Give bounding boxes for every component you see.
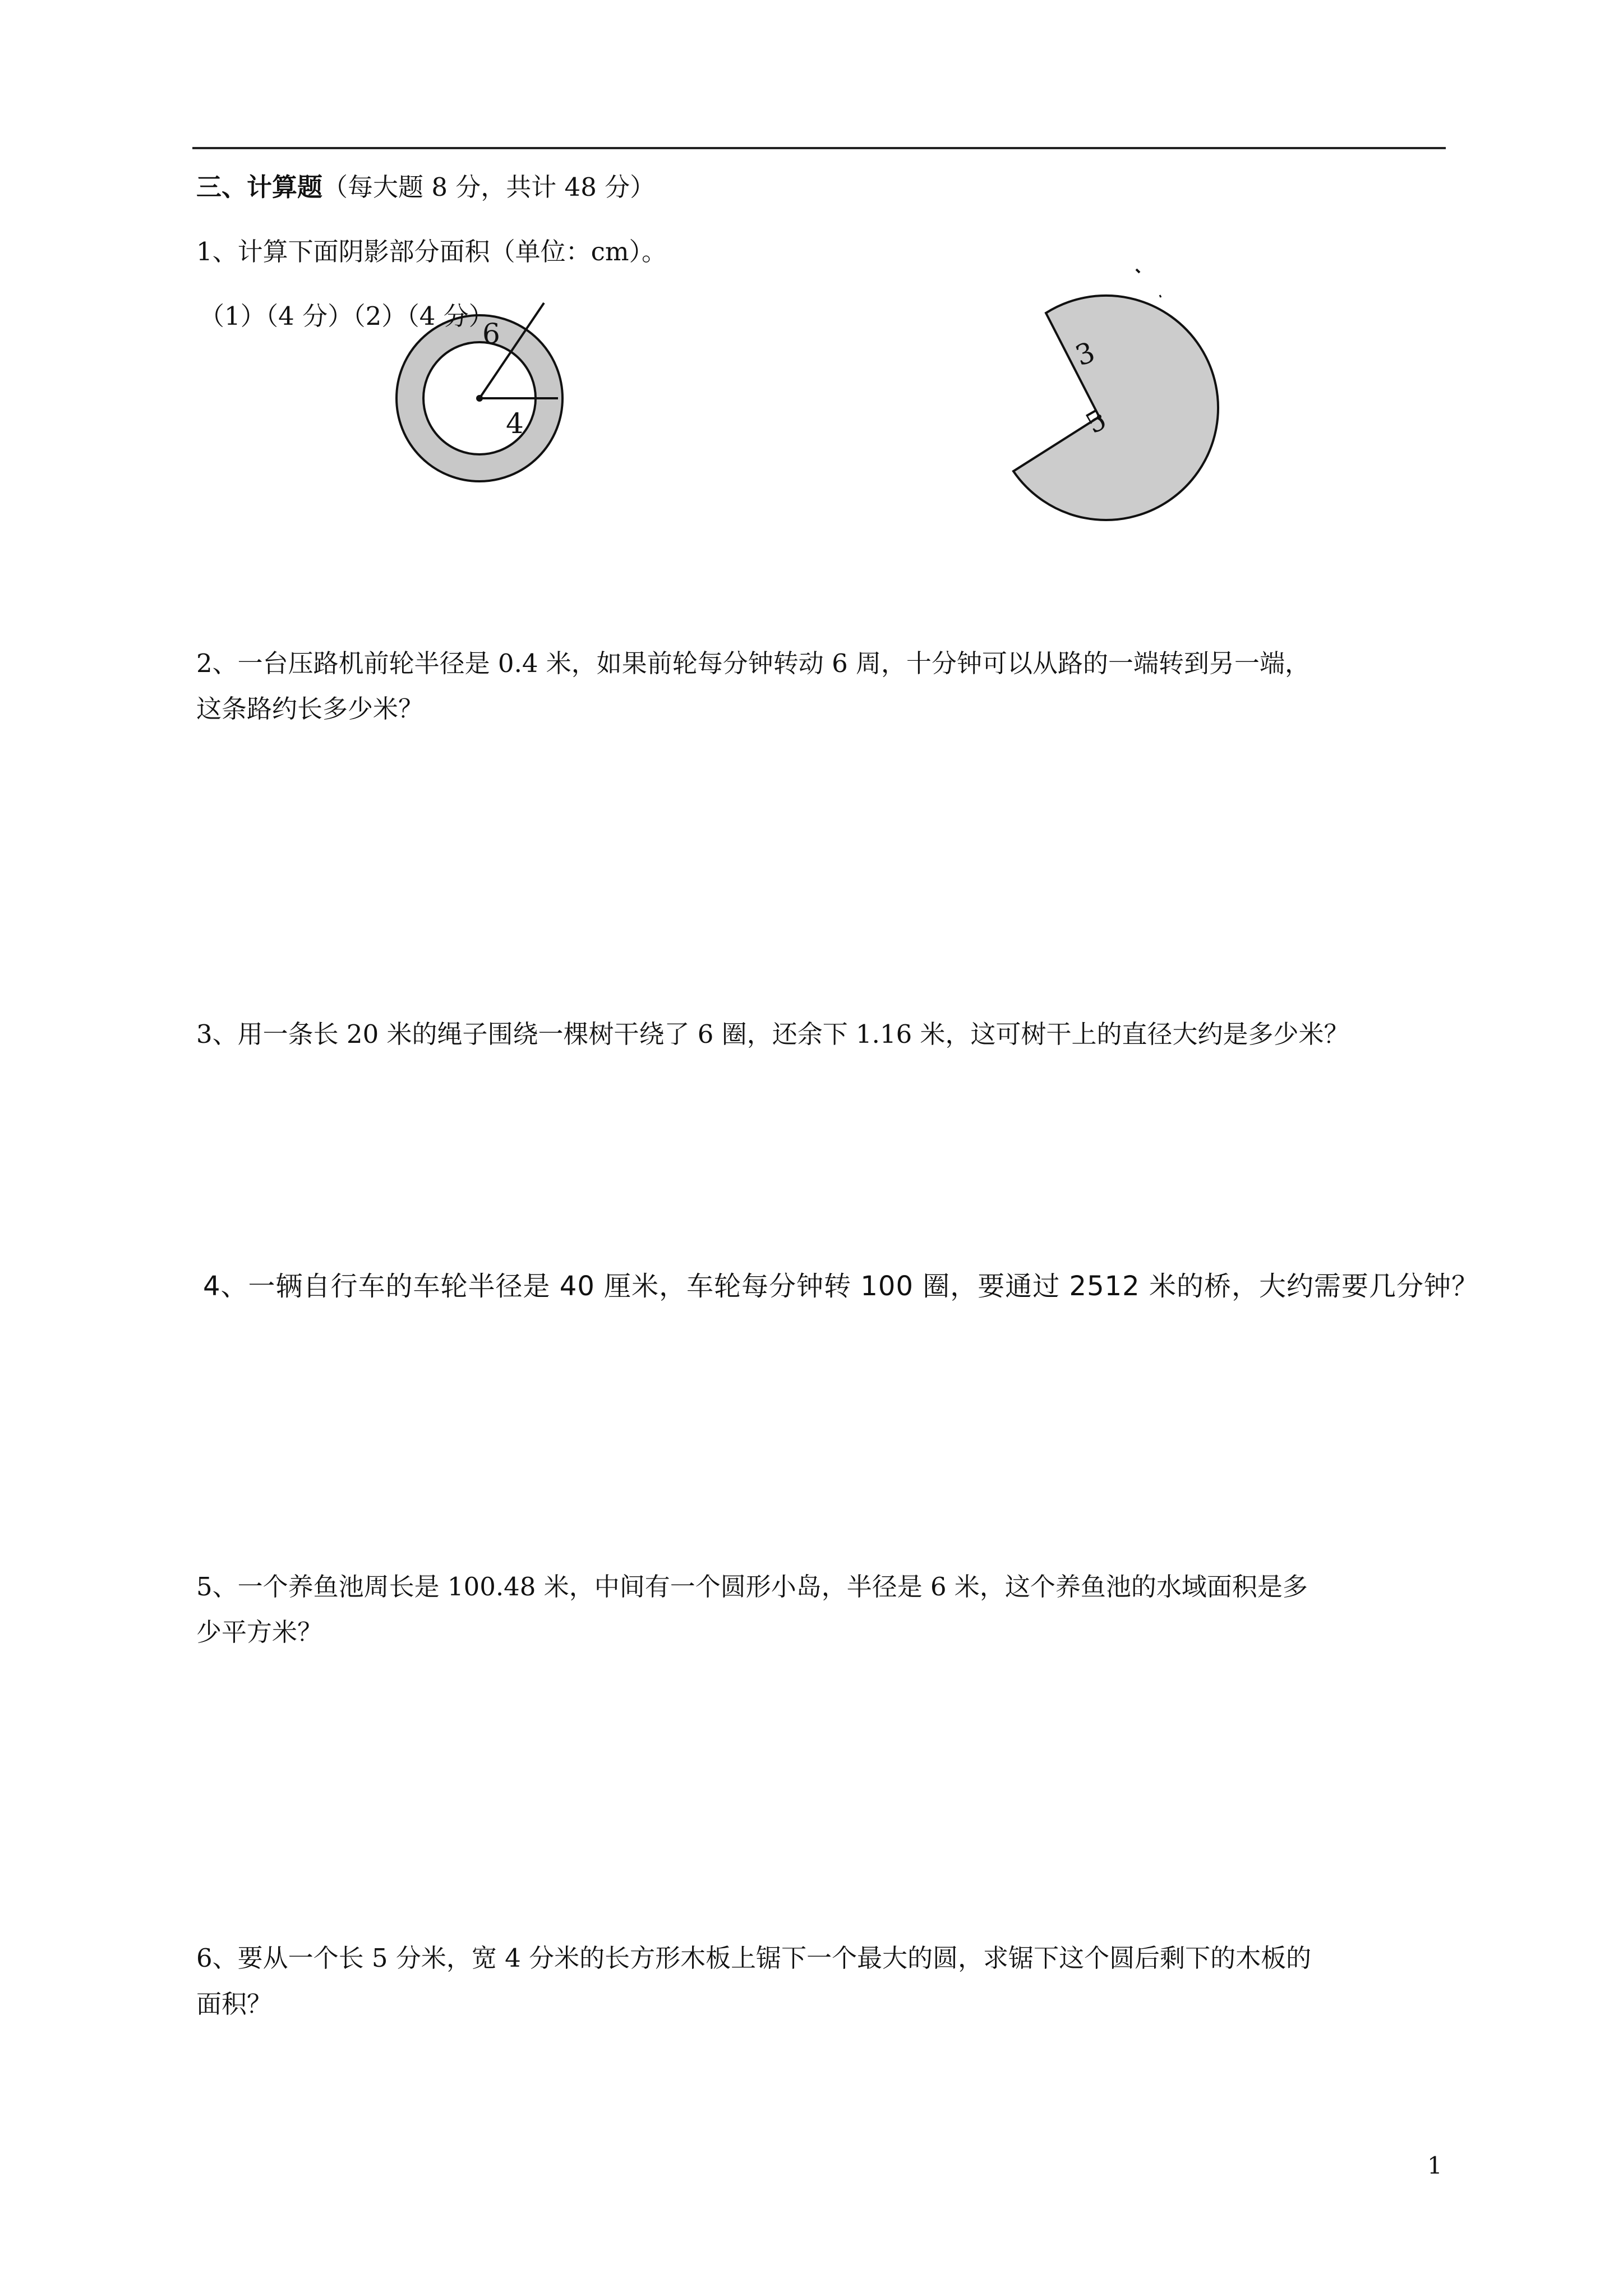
question-4-text: 4、一辆自行车的车轮半径是 40 厘米，车轮每分钟转 100 圈，要通过 2512 米的桥，大约需要几分钟？: [203, 1271, 1479, 1302]
scan-mark-small: [1160, 295, 1161, 297]
scan-mark-top: [1136, 269, 1140, 273]
question-2-line-2: 这条路约长多少米？: [196, 694, 424, 724]
sector-label-lower: 5: [1080, 403, 1112, 440]
sector-shape: [1013, 296, 1218, 520]
question-1-subparts: （1）（4 分）（2）（4 分）: [199, 301, 494, 331]
inner-radius-label: 4: [506, 407, 524, 440]
section-title: [196, 169, 655, 205]
section-title-note: （每大题 8 分，共计 48 分）: [322, 172, 656, 202]
question-3-text: 3、用一条长 20 米的绳子围绕一棵树干绕了 6 圈，还余下 1.16 米，这可树干上的直径大约是多少米？: [196, 1019, 1349, 1049]
section-title-bold: 三、计算题: [196, 172, 323, 202]
question-5-line-2: 少平方米？: [196, 1617, 323, 1647]
question-6-line-1: 6、要从一个长 5 分米，宽 4 分米的长方形木板上锯下一个最大的圆，求锯下这个圆后剩下的木板的: [196, 1943, 1312, 1973]
question-2-line-1: 2、一台压路机前轮半径是 0.4 米，如果前轮每分钟转动 6 周，十分钟可以从路的一端转到另一端，: [196, 648, 1311, 678]
page-number: 1: [1427, 2152, 1442, 2179]
sector-figure: [998, 258, 1234, 527]
header-rule: [192, 147, 1446, 149]
question-5-line-1: 5、一个养鱼池周长是 100.48 米，中间有一个圆形小岛，半径是 6 米，这个养鱼池的水域面积是多: [196, 1572, 1308, 1602]
sector-label-upper: 3: [1071, 335, 1099, 372]
question-1-text: 1、计算下面阴影部分面积（单位：cm）。: [196, 237, 667, 266]
outer-radius-label: 6: [482, 318, 500, 350]
center-dot: [476, 395, 483, 402]
question-6-line-2: 面积？: [196, 1989, 273, 2019]
